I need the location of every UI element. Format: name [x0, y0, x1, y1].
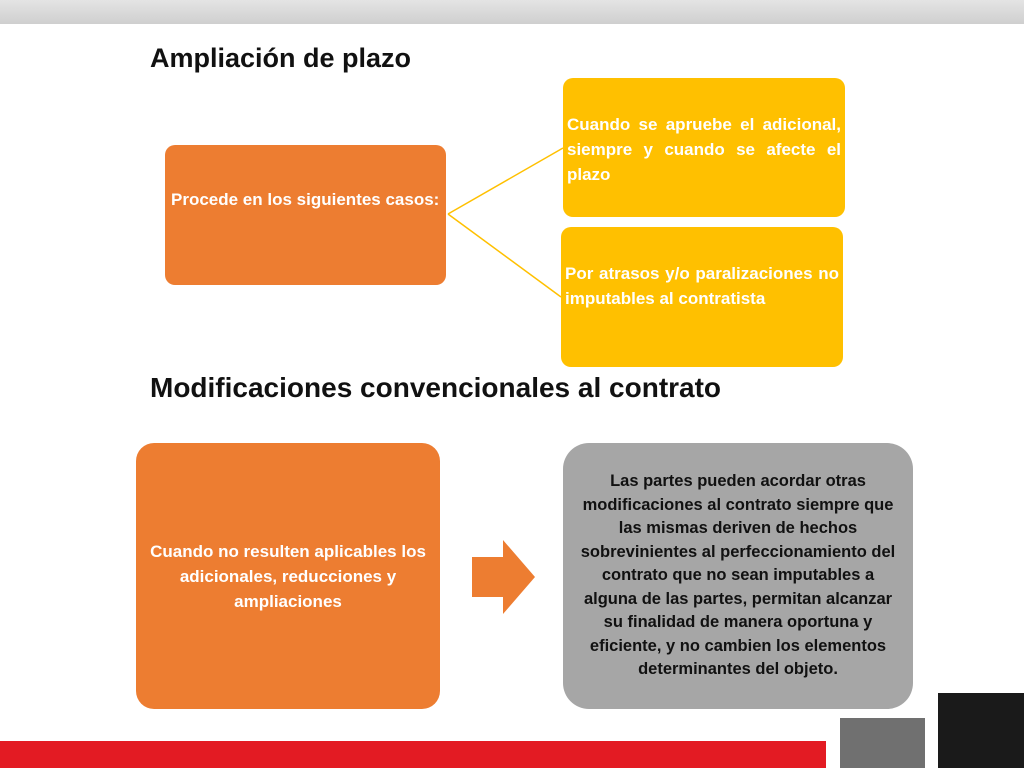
section-title-ampliacion: Ampliación de plazo: [150, 43, 412, 73]
condition-box-atrasos: [561, 227, 843, 367]
cuando-box: [136, 443, 440, 709]
right-arrow-icon: [472, 540, 535, 614]
section-title-modificaciones: Modificaciones convencionales al contrato: [150, 372, 722, 403]
cuando-text: Cuando no resulten aplicables los adicionales, reducciones y ampliaciones: [150, 541, 426, 611]
condition-text-adicional: Cuando se apruebe el adicional, siempre y cuando se afecte el plazo: [567, 115, 841, 184]
procede-text: Procede en los siguientes casos:: [171, 190, 440, 209]
partes-box: [563, 443, 913, 709]
condition-box-adicional: [563, 78, 845, 217]
partes-text: Las partes pueden acordar otras modificaciones al contrato siempre que las mismas deriven de hechos sobrevinientes al perfeccionamiento del contrato que no sean imputables a alguna de las partes, permitan alcanzar su finalidad de manera oportuna y eficiente, y no cambien los elementos determinantes del objeto.: [580, 472, 896, 679]
footer-dark-block: [938, 693, 1024, 768]
footer-red-bar: [0, 741, 826, 768]
connector-line-upper: [448, 148, 563, 214]
footer-gray-block: [840, 718, 925, 768]
connector-line-lower: [448, 214, 561, 297]
procede-box: [165, 145, 446, 285]
condition-text-atrasos: Por atrasos y/o paralizaciones no imputables al contratista: [565, 264, 839, 308]
